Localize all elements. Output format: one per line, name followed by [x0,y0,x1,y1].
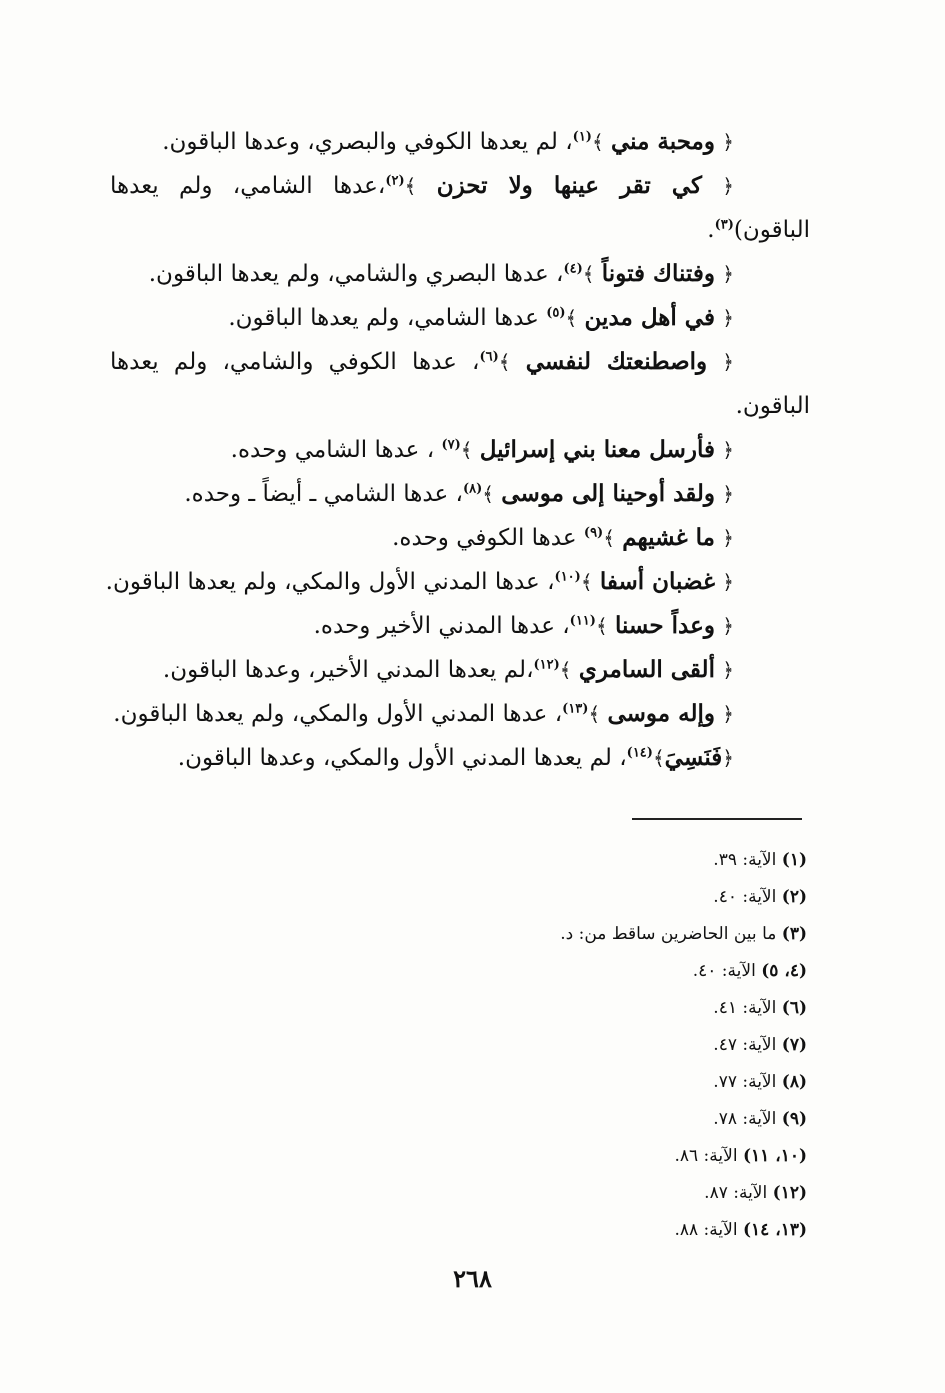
footnote-ref: (١٢) [533,657,560,673]
footnote-number: (١) [781,850,807,870]
text-line: ﴿ ولقد أوحينا إلى موسى ﴾$^{(٨)}$، عدها الشامي ـ أيضاً ـ وحده. [184,480,734,507]
verse-phrase: واصطنعتك لنفسي [525,348,708,375]
footnote [387,1101,807,1138]
footnote [387,990,807,1027]
text-line: ﴿ ما غشيهم ﴾$^{(٩)}$ عدها الكوفي وحده. [392,524,734,551]
footnote [387,1027,807,1064]
verse-phrase: ومحبة مني [610,128,715,155]
footnote-text: الآية: ٨٨. [674,1220,743,1240]
footnote-divider [632,818,802,820]
footnote-text: الآية: ٤٧. [713,1035,782,1055]
line-text: عدها الكوفي وحده. [392,525,584,551]
footnote-text: الآية: ٨٧. [704,1183,773,1203]
line-text: ، لم يعدها الكوفي والبصري، وعدها الباقون. [162,129,573,155]
footnote [387,916,807,953]
footnote-text: الآية: ٣٩. [713,850,782,870]
footnote-text: الآية: ٧٨. [713,1109,782,1129]
footnote [387,879,807,916]
footnote-ref: (١٤) [626,745,653,761]
footnote-text: الآية: ٨٦. [674,1146,743,1166]
line-text: عدها الشامي، ولم يعدها الباقون. [228,305,547,331]
line-text: ،لم يعدها المدني الأخير، وعدها الباقون. [162,657,534,683]
footnote [387,1175,807,1212]
footnote-number: (٧) [781,1035,807,1055]
footnote-text: الآية: ٧٧. [713,1072,782,1092]
line-text: ، عدها المدني الأول والمكي، ولم يعدها الباقون. [113,701,563,727]
text-line: ﴿ كي تقر عينها ولا تحزن ﴾$^{(٢)}$،عدها الشامي، ولم يعدها [110,172,735,199]
footnote-ref: (١٣) [562,701,589,717]
verse-phrase: ولقد أوحينا إلى موسى [501,480,715,507]
footnote-ref: (٧) [441,437,461,453]
text-line-continued [110,208,810,252]
footnote-number: (٤، ٥) [761,961,807,981]
footnote-number: (٦) [781,998,807,1018]
verse-phrase: ما غشيهم [622,524,715,551]
footnote-text: الآية: ٤١. [713,998,782,1018]
footnote-number: (١٢) [772,1183,807,1203]
text-line: ﴿ وإله موسى ﴾$^{(١٣)}$، عدها المدني الأول والمكي، ولم يعدها الباقون. [113,700,734,727]
footnote-number: (١٠، ١١) [742,1146,807,1166]
verse-phrase: فأرسل معنا بني إسرائيل [479,436,715,463]
text-line: ﴿ وعداً حسنا ﴾$^{(١١)}$، عدها المدني الأخير وحده. [313,612,734,639]
verse-phrase: فَنَسِيَ [664,744,723,771]
line-text: ، عدها البصري والشامي، ولم يعدها الباقون. [148,261,564,287]
line-text: ، عدها الشامي وحده. [230,437,442,463]
line-text: ، عدها المدني الأول والمكي، ولم يعدها الباقون. [105,569,555,595]
line-text: الباقون) [733,217,810,243]
verse-phrase: كي تقر عينها ولا تحزن [436,172,702,199]
line-text: الباقون. [735,393,810,419]
footnote-ref: (١١) [569,613,596,629]
line-text: . [707,217,715,243]
footnote-text: الآية: ٤٠. [713,887,782,907]
line-text: ، عدها الكوفي والشامي، ولم يعدها [110,349,480,375]
line-text: ، عدها المدني الأخير وحده. [313,613,570,639]
footnotes [387,842,807,1249]
footnote-ref: (١) [572,129,592,145]
footnote [387,953,807,990]
footnote-number: (١٣، ١٤) [742,1220,807,1240]
footnote [387,1064,807,1101]
verse-phrase: في أهل مدين [584,304,715,331]
footnote-number: (٩) [781,1109,807,1129]
footnote [387,842,807,879]
footnote-ref: (٢) [385,173,405,189]
footnote-ref: (٦) [479,349,499,365]
text-line: ﴿ واصطنعتك لنفسي ﴾$^{(٦)}$، عدها الكوفي والشامي، ولم يعدها [110,348,734,375]
footnote-number: (٣) [781,924,807,944]
text-line: ﴿ فأرسل معنا بني إسرائيل ﴾$^{(٧)}$ ، عدها الشامي وحده. [230,436,734,463]
footnote-ref: (٩) [583,525,604,541]
footnote-number: (٨) [781,1072,807,1092]
footnote-ref: (١٠) [554,569,581,585]
footnote-text: الآية: ٤٠. [692,961,762,981]
footnote-text: ما بين الحاضرين ساقط من: د. [560,924,782,944]
verse-phrase: وإله موسى [607,700,715,727]
main-text [105,120,810,780]
footnote [387,1138,807,1175]
verse-phrase: غضبان أسفا [599,568,715,595]
footnote-ref: (٥) [546,305,566,321]
line-text: ، عدها الشامي ـ أيضاً ـ وحده. [184,481,463,507]
text-line: ﴿ غضبان أسفا ﴾$^{(١٠)}$، عدها المدني الأول والمكي، ولم يعدها الباقون. [105,568,734,595]
text-line: ﴿ ألقى السامري ﴾$^{(١٢)}$،لم يعدها المدني الأخير، وعدها الباقون. [162,656,734,683]
text-line: ﴿ في أهل مدين ﴾$^{(٥)}$ عدها الشامي، ولم يعدها الباقون. [228,304,734,331]
line-text: ،عدها الشامي، ولم يعدها [110,173,386,199]
page-number: ٢٦٨ [453,1264,492,1293]
footnote-ref: (٤) [563,261,583,277]
text-line: ﴿ ومحبة مني ﴾$^{(١)}$، لم يعدها الكوفي والبصري، وعدها الباقون. [162,128,734,155]
text-line: ﴿فَنَسِيَ﴾$^{(١٤)}$، لم يعدها المدني الأول والمكي، وعدها الباقون. [177,744,734,771]
footnote-ref: (٨) [462,481,483,497]
text-line: ﴿ وفتناك فتوناً ﴾$^{(٤)}$، عدها البصري والشامي، ولم يعدها الباقون. [148,260,734,287]
footnote-number: (٢) [781,887,807,907]
verse-phrase: وفتناك فتوناً [601,260,715,287]
verse-phrase: ألقى السامري [578,656,715,683]
footnote-ref: (٣) [714,217,734,233]
text-line-continued [110,384,810,428]
line-text: ، لم يعدها المدني الأول والمكي، وعدها الباقون. [177,745,627,771]
footnote [387,1212,807,1249]
verse-phrase: وعداً حسنا [614,612,715,639]
